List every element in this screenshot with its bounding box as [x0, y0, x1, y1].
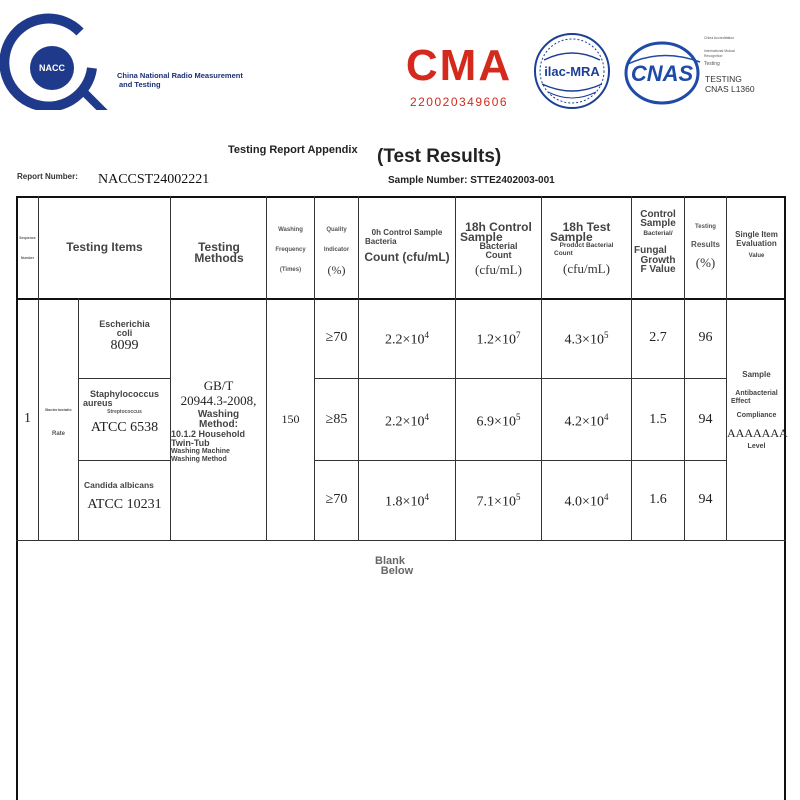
cell-main-item-2: Rate — [51, 431, 65, 437]
cell-method-7: Washing Machine — [171, 448, 230, 455]
row-1-h0-base: 2.2×10 — [385, 332, 425, 348]
header-divider — [16, 298, 786, 300]
row-1-h0-count — [359, 330, 455, 349]
cnas-testing-label: Testing — [704, 61, 720, 67]
row-1-h18t-count — [542, 330, 631, 349]
row-2-h0-base: 2.2×10 — [385, 414, 425, 430]
cnas-testing-caps: TESTING — [705, 74, 742, 84]
cma-logo — [402, 36, 516, 108]
row-1-h18t-base: 4.3×10 — [564, 332, 604, 348]
row-1-h0-exp: 4 — [424, 330, 429, 340]
row-2-h18c-count — [456, 412, 541, 431]
header-seq-2: Number — [20, 256, 35, 260]
row-3-quality: ≥70 — [325, 492, 348, 507]
row-3-h18c-count — [456, 492, 541, 511]
header-18h-control — [456, 222, 541, 278]
header-res-3: (%) — [695, 255, 716, 270]
row-2-h18t-base: 4.2×10 — [564, 414, 604, 430]
blank-below-1: Blank — [375, 555, 405, 567]
row-3-organism: Candida albicans — [84, 480, 154, 490]
row-1-f-value: 2.7 — [649, 330, 667, 345]
header-h18c-4: Count — [485, 250, 512, 260]
header-testing-methods: Testing Methods — [194, 240, 244, 265]
row-2-h0-count — [359, 412, 455, 431]
cnas-logo — [624, 40, 704, 106]
header-h18t-3: Product Bacterial — [559, 242, 614, 249]
ilac-mra-logo — [532, 32, 612, 110]
header-ctrl-2: Sample — [640, 218, 676, 229]
header-h18c-2: Sample — [460, 230, 503, 244]
header-quality-2: Indicator — [323, 247, 350, 253]
header-eval-2: Evaluation — [736, 239, 777, 248]
cell-method-8: Washing Method — [171, 456, 227, 463]
row-3-h18t-exp: 4 — [603, 492, 609, 502]
header-seq-1: Sequence — [19, 236, 36, 240]
row-3-h18t-base: 4.0×10 — [564, 494, 604, 510]
org-name — [117, 71, 267, 89]
header-h18t-5: (cfu/mL) — [563, 261, 610, 276]
nacc-logo-text: NACC — [39, 63, 65, 73]
header-h0-2: Bacteria — [365, 237, 397, 246]
header-quality-1: Quality — [326, 227, 347, 233]
header-res-1: Testing — [695, 224, 716, 230]
col-line-items — [170, 196, 171, 540]
header-eval-3: Value — [748, 253, 765, 259]
cell-testing-method — [171, 378, 266, 464]
row-divider-2-item — [78, 460, 171, 461]
row-3-result: 94 — [698, 492, 713, 507]
row-2-h18c-base: 6.9×10 — [476, 414, 516, 430]
cell-eval-6: Level — [747, 443, 766, 450]
table-row — [79, 390, 170, 439]
row-3-h18c-base: 7.1×10 — [476, 494, 516, 510]
body-bottom-divider — [16, 540, 786, 541]
row-1-organism: Escherichia — [99, 319, 150, 329]
cell-eval-2: Antibacterial — [735, 390, 778, 397]
row-3-h18t-count — [542, 492, 631, 511]
cma-letters: CMA — [405, 41, 513, 90]
cell-evaluation — [727, 369, 786, 452]
cma-number: 220020349606 — [409, 95, 509, 108]
cell-main-item — [39, 398, 78, 446]
header-wash-2: Frequency — [275, 247, 306, 253]
row-3-h0-exp: 4 — [424, 492, 429, 502]
header-h18c-3: Bacterial — [479, 241, 518, 251]
row-2-f-value: 1.5 — [649, 412, 667, 427]
cnas-accreditation — [705, 74, 755, 94]
org-name-line1: China National Radio Measurement — [117, 71, 243, 80]
cell-method-2: 20944.3-2008, — [180, 393, 257, 408]
cnas-letters: CNAS — [630, 61, 694, 86]
row-divider-2-data — [314, 460, 726, 461]
header-18h-test — [542, 222, 631, 277]
row-divider-1-data — [314, 378, 726, 379]
row-1-strain: 8099 — [110, 338, 139, 353]
header-f-value — [632, 210, 684, 275]
cell-method-3: Washing — [197, 409, 240, 420]
org-name-line2: and Testing — [119, 80, 161, 89]
row-1-h18t-exp: 5 — [603, 330, 609, 340]
header-ctrl-3: Bacterial/ — [643, 230, 673, 237]
cnas-code: CNAS L1360 — [705, 84, 755, 94]
row-2-h18t-count — [542, 412, 631, 431]
sample-number: Sample Number: STTE2402003-001 — [388, 175, 555, 186]
cell-seq: 1 — [24, 411, 31, 426]
row-3-h18c-exp: 5 — [515, 492, 521, 502]
cell-main-item-1: Bacteriostatic — [45, 407, 72, 412]
cell-eval-1: Sample — [742, 370, 771, 379]
report-title-part2: (Test Results) — [377, 146, 502, 167]
header-0h-control — [359, 228, 455, 264]
row-2-h18c-exp: 5 — [515, 412, 521, 422]
cell-method-6: Twin-Tub — [171, 438, 210, 448]
report-number-value: NACCST24002221 — [98, 172, 210, 187]
header-eval-1: Single Item — [735, 230, 778, 239]
header-ctrl-4: Fungal — [634, 245, 667, 256]
header-h0-3: Count (cfu/mL) — [364, 250, 450, 264]
cnas-small-text — [704, 36, 764, 67]
row-1-h18c-exp: 7 — [515, 330, 521, 340]
cell-eval-5: AAAAAAA — [727, 426, 788, 440]
header-wash-1: Washing — [278, 227, 303, 233]
row-2-quality: ≥85 — [325, 412, 348, 427]
row-2-h0-exp: 4 — [424, 412, 429, 422]
header-single-item-evaluation — [727, 230, 786, 261]
report-number-label: Report Number: — [17, 172, 78, 181]
blank-below-note — [340, 556, 440, 576]
row-2-organism-3: Streptococcus — [107, 409, 142, 415]
header-seq — [17, 228, 38, 268]
header-quality-indicator — [315, 220, 358, 280]
cell-method-4: Method: — [199, 419, 238, 430]
header-testing-items: Testing Items — [66, 240, 143, 254]
ilac-text: ilac-MRA — [544, 64, 600, 79]
header-quality-3: (%) — [327, 263, 346, 277]
report-title-part1: Testing Report Appendix — [228, 144, 358, 156]
header-ctrl-5: Growth — [640, 255, 676, 266]
row-1-result: 96 — [698, 330, 713, 345]
row-1-h18c-base: 1.2×10 — [476, 332, 516, 348]
header-testing-results — [685, 218, 726, 272]
header-h0-1: 0h Control Sample — [371, 228, 443, 237]
blank-below-2: Below — [380, 565, 414, 577]
row-2-h18t-exp: 4 — [603, 412, 609, 422]
cell-washing-frequency: 150 — [281, 412, 300, 426]
header-h18t-2: Sample — [550, 230, 593, 244]
nacc-logo — [0, 10, 112, 110]
header-res-2: Results — [691, 240, 720, 249]
cell-method-5: 10.1.2 Household — [171, 429, 246, 439]
row-3-f-value: 1.6 — [649, 492, 667, 507]
header-h18c-1: 18h Control — [465, 220, 532, 234]
header-h18t-1: 18h Test — [562, 220, 611, 234]
header-ctrl-1: Control — [640, 209, 676, 220]
row-2-organism-2: aureus — [83, 398, 113, 408]
cell-eval-4: Compliance — [736, 412, 777, 419]
cnas-small-2: International Mutual — [704, 49, 735, 53]
row-divider-1-item — [78, 378, 171, 379]
cnas-small-3: Recognition — [704, 54, 723, 58]
row-1-h18c-count — [456, 330, 541, 349]
header-washing-frequency — [267, 220, 314, 280]
row-2-strain: ATCC 6538 — [90, 420, 159, 435]
row-3-h0-base: 1.8×10 — [385, 494, 425, 510]
header-wash-3: (Times) — [279, 267, 302, 273]
cnas-small-1: China Accreditation — [704, 36, 735, 40]
row-2-organism: Staphylococcus — [89, 389, 160, 399]
row-1-organism-2: coli — [116, 328, 133, 338]
row-3-h0-count — [359, 492, 455, 511]
cell-eval-3: Effect — [731, 398, 751, 405]
table-row — [79, 320, 170, 355]
cell-method-1: GB/T — [203, 378, 234, 393]
row-1-quality: ≥70 — [325, 330, 348, 345]
header-h18t-4: Count — [554, 250, 573, 257]
header-h18c-5: (cfu/mL) — [475, 262, 522, 277]
header-ctrl-6: F Value — [640, 264, 676, 275]
row-2-result: 94 — [698, 412, 713, 427]
table-row — [79, 480, 170, 516]
row-3-strain: ATCC 10231 — [87, 497, 162, 512]
